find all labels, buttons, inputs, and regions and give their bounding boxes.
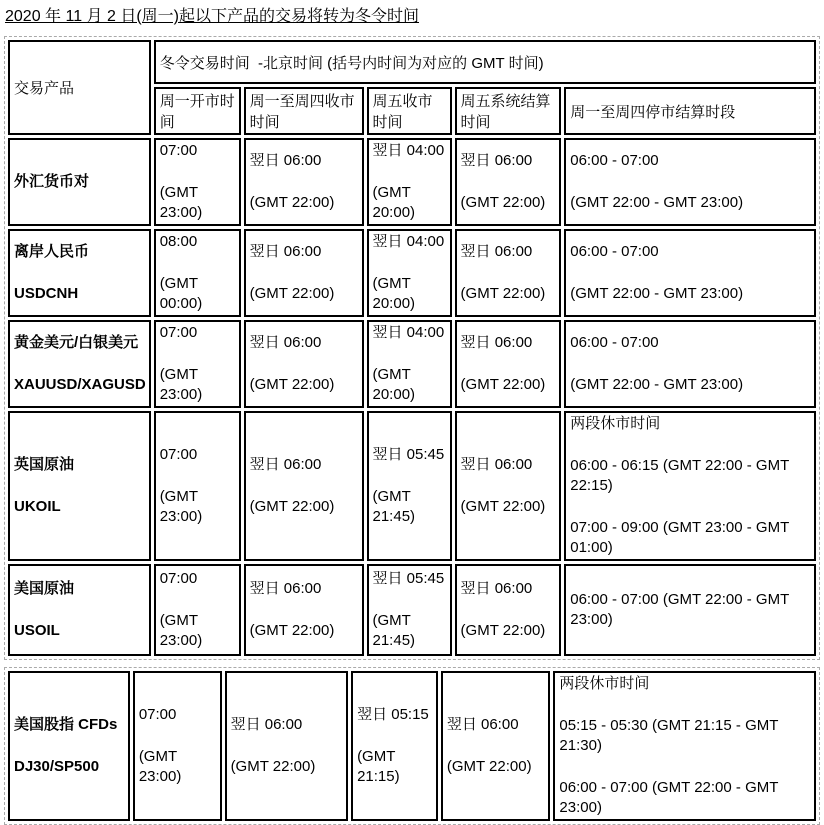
cell-text-line: 翌日 06:00 bbox=[230, 716, 303, 733]
cell-text-line: 翌日 04:00 bbox=[372, 324, 445, 341]
cell-text-line: 06:00 - 07:00 (GMT 22:00 - GMT 23:00) bbox=[559, 779, 783, 816]
page-title: 2020 年 11 月 2 日(周一)起以下产品的交易将转为冬令时间 bbox=[5, 8, 419, 25]
pause-period-cell bbox=[564, 411, 816, 561]
header-group-row bbox=[8, 40, 816, 84]
settlement-friday-cell bbox=[455, 411, 562, 561]
cell-text-line: 05:15 - 05:30 (GMT 21:15 - GMT 21:30) bbox=[559, 717, 783, 754]
header-cell-product: 交易产品 bbox=[8, 40, 151, 135]
cell-text-line: (GMT 22:00) bbox=[460, 194, 546, 211]
cell-text-line: 翌日 06:00 bbox=[446, 716, 519, 733]
cell-text-line: 英国原油 bbox=[14, 456, 75, 473]
open-time-cell bbox=[154, 138, 241, 226]
product-cell bbox=[8, 564, 151, 656]
close-friday-cell bbox=[367, 138, 452, 226]
cell-text-line: (GMT 22:00) bbox=[249, 622, 335, 639]
cell-text-line: 翌日 05:45 bbox=[372, 446, 445, 463]
cell-text-line: 翌日 06:00 bbox=[460, 243, 533, 260]
product-cell bbox=[8, 320, 151, 408]
close-mon-thu-cell bbox=[244, 564, 364, 656]
settlement-friday-cell bbox=[455, 564, 562, 656]
pause-period-cell bbox=[564, 229, 816, 317]
settlement-friday-cell bbox=[455, 138, 562, 226]
product-cell bbox=[8, 411, 151, 561]
header-cell-pause-period: 周一至周四停市结算时段 bbox=[564, 87, 816, 135]
cell-text-line: (GMT 22:00) bbox=[230, 758, 316, 775]
cell-text-line: (GMT 23:00) bbox=[159, 612, 203, 649]
cell-text-line: 07:00 bbox=[159, 324, 198, 341]
cell-text-line: 翌日 06:00 bbox=[460, 334, 533, 351]
cell-text-line: (GMT 20:00) bbox=[372, 275, 416, 312]
cell-text-line: 两段休市时间 bbox=[559, 675, 650, 692]
close-friday-cell bbox=[367, 229, 452, 317]
cell-text-line: (GMT 20:00) bbox=[372, 184, 416, 221]
header-cell-open-monday: 周一开市时间 bbox=[154, 87, 241, 135]
header-cell-close-mon-thu: 周一至周四收市时间 bbox=[244, 87, 364, 135]
settlement-friday-cell bbox=[455, 320, 562, 408]
cell-text-line: 翌日 06:00 bbox=[249, 456, 322, 473]
cell-text-line: 07:00 bbox=[159, 142, 198, 159]
cell-text-line: 07:00 bbox=[159, 570, 198, 587]
cell-text-line: (GMT 21:15) bbox=[357, 748, 400, 785]
cell-text-line: (GMT 22:00) bbox=[460, 285, 546, 302]
cell-text-line: (GMT 22:00 - GMT 23:00) bbox=[570, 285, 744, 302]
cell-text-line: (GMT 22:00) bbox=[249, 498, 335, 515]
table-row-us-index-cfds bbox=[8, 671, 816, 821]
index-cfd-table bbox=[5, 668, 819, 824]
cell-text-line: (GMT 22:00) bbox=[249, 285, 335, 302]
cell-text-line: (GMT 20:00) bbox=[372, 366, 416, 403]
cell-text-line: 07:00 bbox=[138, 706, 177, 723]
close-mon-thu-cell bbox=[244, 229, 364, 317]
header-cell-winter-time-group: 冬令交易时间 -北京时间 (括号内时间为对应的 GMT 时间) bbox=[154, 40, 816, 84]
cell-text-line: 翌日 06:00 bbox=[460, 152, 533, 169]
cell-text-line: (GMT 23:00) bbox=[138, 748, 182, 785]
cell-text-line: 两段休市时间 bbox=[570, 415, 661, 432]
cell-text-line: 翌日 06:00 bbox=[249, 334, 322, 351]
pause-period-cell bbox=[564, 564, 816, 656]
cell-text-line: 翌日 05:45 bbox=[372, 570, 445, 587]
header-cell-settlement-friday: 周五系统结算时间 bbox=[455, 87, 562, 135]
cell-text-line: (GMT 22:00 - GMT 23:00) bbox=[570, 376, 744, 393]
cell-text-line: (GMT 22:00) bbox=[460, 376, 546, 393]
close-mon-thu-cell bbox=[225, 671, 349, 821]
cell-text-line: 翌日 06:00 bbox=[249, 580, 322, 597]
product-cell bbox=[8, 138, 151, 226]
cell-text-line: UKOIL bbox=[14, 498, 61, 515]
winter-trading-hours-table bbox=[5, 37, 819, 659]
pause-period-cell bbox=[553, 671, 816, 821]
close-friday-cell bbox=[367, 564, 452, 656]
close-friday-cell bbox=[351, 671, 438, 821]
cell-text-line: USOIL bbox=[14, 622, 60, 639]
cell-text-line: 翌日 06:00 bbox=[460, 580, 533, 597]
cell-text-line: 翌日 06:00 bbox=[249, 243, 322, 260]
table-row-usoil bbox=[8, 564, 816, 656]
cell-text-line: 07:00 bbox=[159, 446, 198, 463]
cell-text-line: XAUUSD/XAGUSD bbox=[14, 376, 146, 393]
cell-text-line: (GMT 22:00) bbox=[249, 376, 335, 393]
cell-text-line: 美国原油 bbox=[14, 580, 75, 597]
cell-text-line: 翌日 06:00 bbox=[460, 456, 533, 473]
close-friday-cell bbox=[367, 320, 452, 408]
table-row-usdcnh bbox=[8, 229, 816, 317]
cell-text-line: (GMT 00:00) bbox=[159, 275, 203, 312]
close-mon-thu-cell bbox=[244, 320, 364, 408]
cell-text-line: (GMT 22:00) bbox=[249, 194, 335, 211]
open-time-cell bbox=[154, 320, 241, 408]
open-time-cell bbox=[154, 229, 241, 317]
close-mon-thu-cell bbox=[244, 411, 364, 561]
cell-text-line: 06:00 - 07:00 bbox=[570, 152, 659, 169]
open-time-cell bbox=[154, 564, 241, 656]
cell-text-line: 06:00 - 06:15 (GMT 22:00 - GMT 22:15) bbox=[570, 457, 794, 494]
cell-text-line: (GMT 22:00) bbox=[460, 498, 546, 515]
cell-text-line: 翌日 06:00 bbox=[249, 152, 322, 169]
header-cell-close-friday: 周五收市时间 bbox=[367, 87, 452, 135]
cell-text-line: 翌日 04:00 bbox=[372, 233, 445, 250]
pause-period-cell bbox=[564, 138, 816, 226]
settlement-friday-cell bbox=[441, 671, 551, 821]
index-cfd-table-boundary bbox=[4, 667, 820, 825]
cell-text-line: (GMT 23:00) bbox=[159, 366, 203, 403]
main-table-boundary bbox=[4, 36, 820, 660]
table-row-gold-silver bbox=[8, 320, 816, 408]
cell-text-line: (GMT 23:00) bbox=[159, 488, 203, 525]
cell-text-line: 翌日 04:00 bbox=[372, 142, 445, 159]
cell-text-line: (GMT 22:00) bbox=[446, 758, 532, 775]
cell-text-line: 外汇货币对 bbox=[14, 173, 90, 190]
product-cell bbox=[8, 229, 151, 317]
pause-period-cell bbox=[564, 320, 816, 408]
product-cell bbox=[8, 671, 130, 821]
cell-text-line: (GMT 22:00) bbox=[460, 622, 546, 639]
open-time-cell bbox=[133, 671, 222, 821]
cell-text-line: 08:00 bbox=[159, 233, 198, 250]
cell-text-line: 07:00 - 09:00 (GMT 23:00 - GMT 01:00) bbox=[570, 519, 794, 556]
cell-text-line: 黄金美元/白银美元 bbox=[14, 334, 139, 351]
cell-text-line: 翌日 05:15 bbox=[357, 706, 429, 723]
cell-text-line: 美国股指 CFDs bbox=[14, 716, 118, 733]
close-mon-thu-cell bbox=[244, 138, 364, 226]
table-row-ukoil bbox=[8, 411, 816, 561]
open-time-cell bbox=[154, 411, 241, 561]
cell-text-line: 离岸人民币 bbox=[14, 243, 90, 260]
settlement-friday-cell bbox=[455, 229, 562, 317]
cell-text-line: (GMT 21:45) bbox=[372, 612, 416, 649]
cell-text-line: (GMT 22:00 - GMT 23:00) bbox=[570, 194, 744, 211]
cell-text-line: (GMT 23:00) bbox=[159, 184, 203, 221]
cell-text-line: 06:00 - 07:00 bbox=[570, 334, 659, 351]
cell-text-line: DJ30/SP500 bbox=[14, 758, 100, 775]
cell-text-line: USDCNH bbox=[14, 285, 79, 302]
cell-text-line: 06:00 - 07:00 (GMT 22:00 - GMT 23:00) bbox=[570, 591, 794, 628]
close-friday-cell bbox=[367, 411, 452, 561]
table-row-forex bbox=[8, 138, 816, 226]
cell-text-line: 06:00 - 07:00 bbox=[570, 243, 659, 260]
cell-text-line: (GMT 21:45) bbox=[372, 488, 416, 525]
